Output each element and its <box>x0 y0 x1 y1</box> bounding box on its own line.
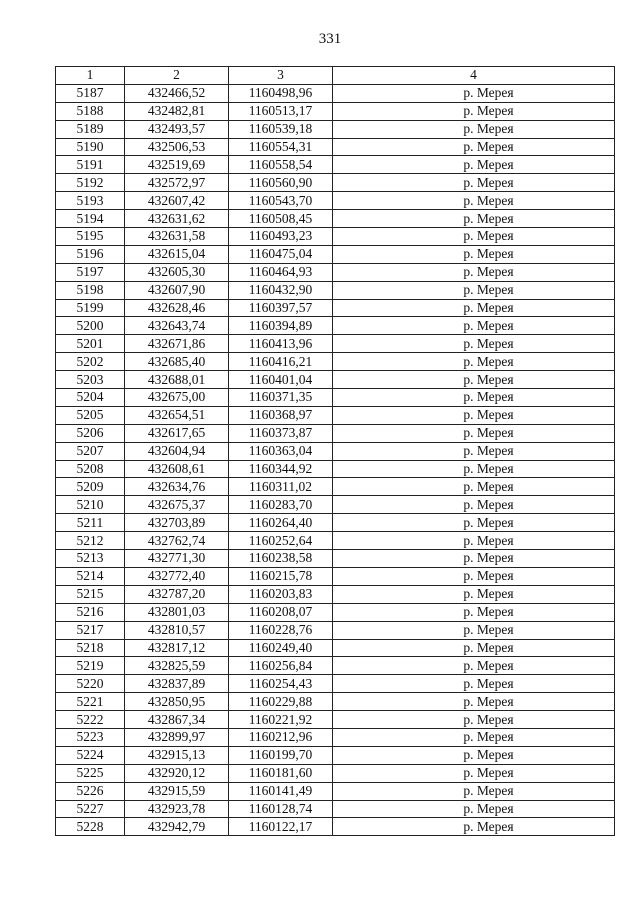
x-coordinate-cell: 432675,00 <box>125 389 229 407</box>
point-number-cell: 5223 <box>56 728 125 746</box>
column-header-4: 4 <box>333 67 615 85</box>
x-coordinate-cell: 432688,01 <box>125 371 229 389</box>
x-coordinate-cell: 432772,40 <box>125 567 229 585</box>
point-number-cell: 5199 <box>56 299 125 317</box>
table-row <box>56 335 615 353</box>
y-coordinate-cell: 1160401,04 <box>229 371 333 389</box>
object-name-cell: р. Мерея <box>333 728 615 746</box>
object-name-cell: р. Мерея <box>333 800 615 818</box>
table-row <box>56 746 615 764</box>
point-number-cell: 5217 <box>56 621 125 639</box>
x-coordinate-cell: 432915,59 <box>125 782 229 800</box>
x-coordinate-cell: 432920,12 <box>125 764 229 782</box>
point-number-cell: 5190 <box>56 138 125 156</box>
point-number-cell: 5221 <box>56 693 125 711</box>
column-header-3: 3 <box>229 67 333 85</box>
x-coordinate-cell: 432605,30 <box>125 263 229 281</box>
point-number-cell: 5187 <box>56 84 125 102</box>
point-number-cell: 5216 <box>56 603 125 621</box>
object-name-cell: р. Мерея <box>333 389 615 407</box>
y-coordinate-cell: 1160249,40 <box>229 639 333 657</box>
object-name-cell: р. Мерея <box>333 335 615 353</box>
point-number-cell: 5189 <box>56 120 125 138</box>
x-coordinate-cell: 432867,34 <box>125 711 229 729</box>
object-name-cell: р. Мерея <box>333 371 615 389</box>
point-number-cell: 5222 <box>56 711 125 729</box>
y-coordinate-cell: 1160373,87 <box>229 424 333 442</box>
y-coordinate-cell: 1160212,96 <box>229 728 333 746</box>
y-coordinate-cell: 1160560,90 <box>229 174 333 192</box>
table-row <box>56 711 615 729</box>
table-row <box>56 514 615 532</box>
table-row <box>56 299 615 317</box>
x-coordinate-cell: 432482,81 <box>125 102 229 120</box>
object-name-cell: р. Мерея <box>333 192 615 210</box>
y-coordinate-cell: 1160215,78 <box>229 567 333 585</box>
x-coordinate-cell: 432671,86 <box>125 335 229 353</box>
table-row <box>56 174 615 192</box>
y-coordinate-cell: 1160413,96 <box>229 335 333 353</box>
object-name-cell: р. Мерея <box>333 621 615 639</box>
point-number-cell: 5204 <box>56 389 125 407</box>
y-coordinate-cell: 1160344,92 <box>229 460 333 478</box>
y-coordinate-cell: 1160543,70 <box>229 192 333 210</box>
object-name-cell: р. Мерея <box>333 550 615 568</box>
y-coordinate-cell: 1160464,93 <box>229 263 333 281</box>
y-coordinate-cell: 1160252,64 <box>229 532 333 550</box>
table-row <box>56 639 615 657</box>
object-name-cell: р. Мерея <box>333 84 615 102</box>
x-coordinate-cell: 432837,89 <box>125 675 229 693</box>
table-row <box>56 657 615 675</box>
table-row <box>56 281 615 299</box>
point-number-cell: 5224 <box>56 746 125 764</box>
object-name-cell: р. Мерея <box>333 567 615 585</box>
x-coordinate-cell: 432572,97 <box>125 174 229 192</box>
y-coordinate-cell: 1160558,54 <box>229 156 333 174</box>
x-coordinate-cell: 432675,37 <box>125 496 229 514</box>
coordinates-table <box>55 66 615 836</box>
y-coordinate-cell: 1160221,92 <box>229 711 333 729</box>
point-number-cell: 5208 <box>56 460 125 478</box>
object-name-cell: р. Мерея <box>333 532 615 550</box>
y-coordinate-cell: 1160554,31 <box>229 138 333 156</box>
table-row <box>56 192 615 210</box>
table-row <box>56 210 615 228</box>
x-coordinate-cell: 432608,61 <box>125 460 229 478</box>
table-row <box>56 138 615 156</box>
object-name-cell: р. Мерея <box>333 496 615 514</box>
point-number-cell: 5193 <box>56 192 125 210</box>
y-coordinate-cell: 1160371,35 <box>229 389 333 407</box>
object-name-cell: р. Мерея <box>333 460 615 478</box>
x-coordinate-cell: 432628,46 <box>125 299 229 317</box>
y-coordinate-cell: 1160283,70 <box>229 496 333 514</box>
x-coordinate-cell: 432466,52 <box>125 84 229 102</box>
point-number-cell: 5227 <box>56 800 125 818</box>
x-coordinate-cell: 432915,13 <box>125 746 229 764</box>
x-coordinate-cell: 432607,42 <box>125 192 229 210</box>
point-number-cell: 5196 <box>56 245 125 263</box>
object-name-cell: р. Мерея <box>333 746 615 764</box>
object-name-cell: р. Мерея <box>333 120 615 138</box>
object-name-cell: р. Мерея <box>333 514 615 532</box>
object-name-cell: р. Мерея <box>333 406 615 424</box>
point-number-cell: 5209 <box>56 478 125 496</box>
y-coordinate-cell: 1160238,58 <box>229 550 333 568</box>
point-number-cell: 5219 <box>56 657 125 675</box>
object-name-cell: р. Мерея <box>333 317 615 335</box>
object-name-cell: р. Мерея <box>333 782 615 800</box>
point-number-cell: 5192 <box>56 174 125 192</box>
table-row <box>56 317 615 335</box>
object-name-cell: р. Мерея <box>333 138 615 156</box>
object-name-cell: р. Мерея <box>333 353 615 371</box>
object-name-cell: р. Мерея <box>333 245 615 263</box>
table-row <box>56 621 615 639</box>
point-number-cell: 5195 <box>56 228 125 246</box>
y-coordinate-cell: 1160203,83 <box>229 585 333 603</box>
y-coordinate-cell: 1160256,84 <box>229 657 333 675</box>
object-name-cell: р. Мерея <box>333 639 615 657</box>
table-row <box>56 263 615 281</box>
x-coordinate-cell: 432787,20 <box>125 585 229 603</box>
object-name-cell: р. Мерея <box>333 675 615 693</box>
object-name-cell: р. Мерея <box>333 228 615 246</box>
x-coordinate-cell: 432643,74 <box>125 317 229 335</box>
table-row <box>56 442 615 460</box>
point-number-cell: 5202 <box>56 353 125 371</box>
object-name-cell: р. Мерея <box>333 478 615 496</box>
table-row <box>56 693 615 711</box>
y-coordinate-cell: 1160368,97 <box>229 406 333 424</box>
object-name-cell: р. Мерея <box>333 711 615 729</box>
table-row <box>56 496 615 514</box>
point-number-cell: 5198 <box>56 281 125 299</box>
object-name-cell: р. Мерея <box>333 585 615 603</box>
point-number-cell: 5226 <box>56 782 125 800</box>
point-number-cell: 5211 <box>56 514 125 532</box>
table-row <box>56 585 615 603</box>
x-coordinate-cell: 432942,79 <box>125 818 229 836</box>
x-coordinate-cell: 432519,69 <box>125 156 229 174</box>
y-coordinate-cell: 1160397,57 <box>229 299 333 317</box>
x-coordinate-cell: 432631,62 <box>125 210 229 228</box>
point-number-cell: 5197 <box>56 263 125 281</box>
table-row <box>56 764 615 782</box>
y-coordinate-cell: 1160229,88 <box>229 693 333 711</box>
table-body <box>56 84 615 835</box>
table-row <box>56 550 615 568</box>
object-name-cell: р. Мерея <box>333 764 615 782</box>
table-header-row <box>56 67 615 85</box>
table-row <box>56 728 615 746</box>
object-name-cell: р. Мерея <box>333 281 615 299</box>
y-coordinate-cell: 1160208,07 <box>229 603 333 621</box>
x-coordinate-cell: 432615,04 <box>125 245 229 263</box>
y-coordinate-cell: 1160498,96 <box>229 84 333 102</box>
point-number-cell: 5214 <box>56 567 125 585</box>
y-coordinate-cell: 1160228,76 <box>229 621 333 639</box>
table-row <box>56 424 615 442</box>
point-number-cell: 5207 <box>56 442 125 460</box>
point-number-cell: 5194 <box>56 210 125 228</box>
x-coordinate-cell: 432810,57 <box>125 621 229 639</box>
y-coordinate-cell: 1160363,04 <box>229 442 333 460</box>
table-row <box>56 406 615 424</box>
y-coordinate-cell: 1160539,18 <box>229 120 333 138</box>
object-name-cell: р. Мерея <box>333 693 615 711</box>
x-coordinate-cell: 432771,30 <box>125 550 229 568</box>
x-coordinate-cell: 432850,95 <box>125 693 229 711</box>
point-number-cell: 5201 <box>56 335 125 353</box>
point-number-cell: 5206 <box>56 424 125 442</box>
x-coordinate-cell: 432923,78 <box>125 800 229 818</box>
column-header-1: 1 <box>56 67 125 85</box>
y-coordinate-cell: 1160493,23 <box>229 228 333 246</box>
table-row <box>56 371 615 389</box>
table-row <box>56 120 615 138</box>
x-coordinate-cell: 432685,40 <box>125 353 229 371</box>
y-coordinate-cell: 1160432,90 <box>229 281 333 299</box>
x-coordinate-cell: 432604,94 <box>125 442 229 460</box>
point-number-cell: 5210 <box>56 496 125 514</box>
point-number-cell: 5225 <box>56 764 125 782</box>
table-row <box>56 818 615 836</box>
object-name-cell: р. Мерея <box>333 424 615 442</box>
y-coordinate-cell: 1160199,70 <box>229 746 333 764</box>
y-coordinate-cell: 1160513,17 <box>229 102 333 120</box>
table-row <box>56 800 615 818</box>
table-row <box>56 782 615 800</box>
point-number-cell: 5220 <box>56 675 125 693</box>
table-row <box>56 460 615 478</box>
y-coordinate-cell: 1160128,74 <box>229 800 333 818</box>
table-row <box>56 353 615 371</box>
table-row <box>56 156 615 174</box>
table-row <box>56 567 615 585</box>
x-coordinate-cell: 432493,57 <box>125 120 229 138</box>
table-row <box>56 102 615 120</box>
object-name-cell: р. Мерея <box>333 102 615 120</box>
point-number-cell: 5228 <box>56 818 125 836</box>
object-name-cell: р. Мерея <box>333 174 615 192</box>
object-name-cell: р. Мерея <box>333 299 615 317</box>
y-coordinate-cell: 1160264,40 <box>229 514 333 532</box>
x-coordinate-cell: 432825,59 <box>125 657 229 675</box>
y-coordinate-cell: 1160254,43 <box>229 675 333 693</box>
point-number-cell: 5200 <box>56 317 125 335</box>
x-coordinate-cell: 432654,51 <box>125 406 229 424</box>
x-coordinate-cell: 432506,53 <box>125 138 229 156</box>
table-row <box>56 84 615 102</box>
point-number-cell: 5191 <box>56 156 125 174</box>
point-number-cell: 5218 <box>56 639 125 657</box>
column-header-2: 2 <box>125 67 229 85</box>
point-number-cell: 5203 <box>56 371 125 389</box>
y-coordinate-cell: 1160181,60 <box>229 764 333 782</box>
point-number-cell: 5205 <box>56 406 125 424</box>
object-name-cell: р. Мерея <box>333 442 615 460</box>
x-coordinate-cell: 432703,89 <box>125 514 229 532</box>
x-coordinate-cell: 432899,97 <box>125 728 229 746</box>
table-row <box>56 245 615 263</box>
x-coordinate-cell: 432634,76 <box>125 478 229 496</box>
table-row <box>56 389 615 407</box>
point-number-cell: 5212 <box>56 532 125 550</box>
y-coordinate-cell: 1160394,89 <box>229 317 333 335</box>
y-coordinate-cell: 1160475,04 <box>229 245 333 263</box>
page-number: 331 <box>318 31 342 47</box>
object-name-cell: р. Мерея <box>333 263 615 281</box>
y-coordinate-cell: 1160141,49 <box>229 782 333 800</box>
point-number-cell: 5215 <box>56 585 125 603</box>
x-coordinate-cell: 432762,74 <box>125 532 229 550</box>
x-coordinate-cell: 432817,12 <box>125 639 229 657</box>
object-name-cell: р. Мерея <box>333 657 615 675</box>
y-coordinate-cell: 1160416,21 <box>229 353 333 371</box>
table-row <box>56 478 615 496</box>
x-coordinate-cell: 432801,03 <box>125 603 229 621</box>
table-row <box>56 228 615 246</box>
y-coordinate-cell: 1160122,17 <box>229 818 333 836</box>
object-name-cell: р. Мерея <box>333 603 615 621</box>
y-coordinate-cell: 1160311,02 <box>229 478 333 496</box>
x-coordinate-cell: 432617,65 <box>125 424 229 442</box>
x-coordinate-cell: 432631,58 <box>125 228 229 246</box>
object-name-cell: р. Мерея <box>333 156 615 174</box>
table-row <box>56 532 615 550</box>
y-coordinate-cell: 1160508,45 <box>229 210 333 228</box>
point-number-cell: 5213 <box>56 550 125 568</box>
table-row <box>56 603 615 621</box>
table-row <box>56 675 615 693</box>
point-number-cell: 5188 <box>56 102 125 120</box>
object-name-cell: р. Мерея <box>333 210 615 228</box>
x-coordinate-cell: 432607,90 <box>125 281 229 299</box>
object-name-cell: р. Мерея <box>333 818 615 836</box>
